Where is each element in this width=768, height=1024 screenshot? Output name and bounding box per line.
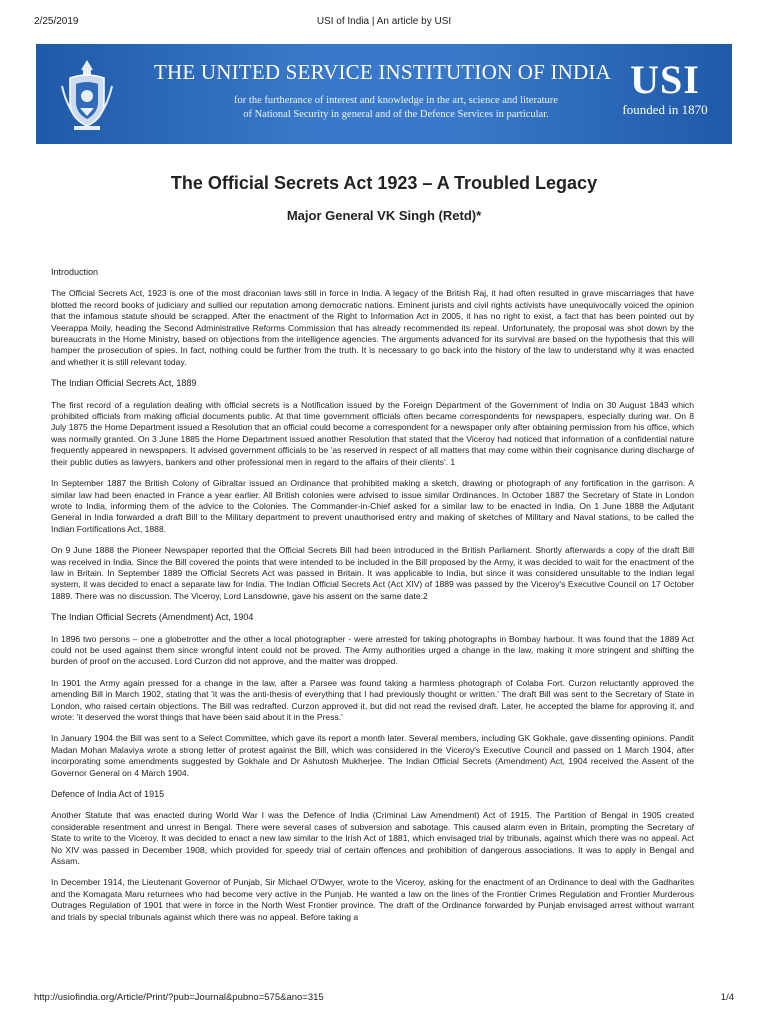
- paragraph: In January 1904 the Bill was sent to a Select Committee, which gave its report a month later. Several members, including GK Gokhale, gave dissenting opinions. Pandit Madan Mohan Malaviya wrote a strong letter of protest against the Bill, which was considered in the Viceroy's Executive Council and passed on 1 March 1904, after incorporating some amendments suggested by Gokhale and Dr Ashutosh Mukherjee. The Indian Official Secrets (Amendment) Act, 1904 received the Assent of the Governor General on 4 March 1904.: [51, 733, 694, 778]
- print-date: 2/25/2019: [34, 16, 79, 27]
- section-heading-1904: The Indian Official Secrets (Amendment) Act, 1904: [51, 612, 254, 623]
- founded-text: founded in 1870: [622, 102, 708, 117]
- tagline-line-2: of National Security in general and of the Defence Services in particular.: [243, 109, 549, 120]
- paragraph: In 1896 two persons – one a globetrotter and the other a local photographer - were arrested for taking photographs in Bombay harbour. It was found that the 1889 Act could not be used against them since wrongful intent could not be proved. The Army authorities urged a change in the law, making it more stringent and shifting the burden of proof on the accused. Lord Curzon did not approve, and the matter was dropped.: [51, 633, 694, 667]
- paragraph: Another Statute that was enacted during World War I was the Defence of India (Criminal Law Amendment) Act of 1915. The Partition of Bengal in 1905 created considerable resentment and unrest in Bengal. There were several cases of subversion and sabotage. This caused alarm even in Britain, prompting the Secretary of State to write to the Viceroy. It was decided to enact a new law similar to the Irish Act of 1881, which envisaged trial by tribunals, against which there was no appeal. Act No XIV was passed in December 1908, which provided for speedy trial of certain offences and prohibition of dangerous associations. It was to apply in Bengal and Assam.: [51, 810, 694, 867]
- tagline-line-1: for the furtherance of interest and knowledge in the art, science and literature: [234, 95, 558, 106]
- page-number: 1/4: [720, 992, 734, 1003]
- usi-banner: [36, 44, 732, 144]
- institution-name: THE UNITED SERVICE INSTITUTION OF INDIA: [154, 60, 611, 84]
- section-heading-introduction: Introduction: [51, 267, 99, 277]
- print-header: [34, 16, 734, 30]
- article-body: [51, 267, 694, 933]
- usi-crest-icon: [58, 56, 116, 132]
- institution-tagline: [186, 94, 606, 122]
- section-heading-1889: The Indian Official Secrets Act, 1889: [51, 378, 197, 389]
- paragraph: In December 1914, the Lieutenant Governor of Punjab, Sir Michael O'Dwyer, wrote to the Viceroy, asking for the enactment of an Ordinance to deal with the Gadharites and the Komagata Maru returnees who had become very active in the Punjab. He wanted a law on the lines of the Frontier Crimes Regulation and Frontier Murderous Outrages Regulation of 1901 that were in force in the North West Frontier province. The draft of the Ordinance forwarded by Punjab envisaged arrest without warrant and trials by special tribunals against which there was no appeal. Before taking a: [51, 877, 694, 922]
- print-footer: [34, 992, 734, 1006]
- paragraph: On 9 June 1888 the Pioneer Newspaper reported that the Official Secrets Bill had been introduced in the British Parliament. Shortly afterwards a copy of the draft Bill was received in India. Since the Bill covered the points that were intended to be included in the Bill proposed by the Army, it was decided to wait for the enactment of the law in Britain. In September 1889 the Official Secrets Act was passed in Britain. It was applicable to India, but since it was considered unsuitable to the Indian legal system, it was decided to enact a separate law for India. The Indian Official Secrets Act (Act XIV) of 1889 was passed by the Viceroy's Executive Council on 17 October 1889. There was no discussion. The Viceroy, Lord Lansdowne, gave his assent on the same date.2: [51, 545, 694, 601]
- article-author: Major General VK Singh (Retd)*: [286, 208, 482, 223]
- section-heading-1915: Defence of India Act of 1915: [51, 789, 165, 800]
- paragraph: In September 1887 the British Colony of Gibraltar issued an Ordinance that prohibited making a sketch, drawing or photograph of any fortification in the garrison. A similar law had been enacted in France a year earlier. All British colonies were advised to issue similar Ordinances. In October 1887 the Secretary of State in London wrote to India, informing them of the advice to the Colonies. The Commander-in-Chief asked for a similar law to be enacted in India. On 1 June 1888 the Adjutant General in India forwarded a draft Bill to the Military department to prevent unauthorised entry and making of sketches of Military and Naval stations, to be called the Indian Fortifications Act, 1888.: [51, 478, 694, 534]
- print-url[interactable]: http://usiofindia.org/Article/Print/?pub=Journal&pubno=575&ano=315: [34, 992, 324, 1003]
- usi-logo: [620, 57, 710, 118]
- usi-logo-text: USI: [630, 57, 700, 102]
- paragraph: The Official Secrets Act, 1923 is one of the most draconian laws still in force in India. A legacy of the British Raj, it had often resulted in grave miscarriages that have blotted the record books of judiciary and sullied our reputation among democratic nations. Eminent jurists and civil rights activists have unequivocally voiced the opinion that the infamous statute should be scrapped. After the enactment of the Right to Information Act in 2005, it has no right to exist, a fact that has been pointed out by Veerappa Moily, heading the Second Administrative Reforms Commission that has already recommended its repeal. Unfortunately, the proposal was shot down by the bureaucrats in the Home Ministry, based on objections from the intelligence agencies. The arguments advanced for its survival are based on the hypothesis that this will hamper the prosecution of spies. In fact, nothing could be further from the truth. It is necessary to go back into the history of the law to understand why it was enacted and whether it is still relevant today.: [51, 288, 694, 367]
- print-page-title: USI of India | An article by USI: [316, 16, 452, 27]
- paragraph: The first record of a regulation dealing with official secrets is a Notification issued by the Foreign Department of the Government of India on 30 August 1843 which prohibited officials from making official documents public. At that time government officials often became correspondents for newspapers, especially during war. On 8 July 1875 the Home Department issued a Resolution that an official could become a correspondent for a newspaper only after obtaining permission from his office, which was normally granted. On 3 June 1885 the Home Department issued another Resolution that stated that the Viceroy had noticed that information of a confidential nature frequently appeared in newspapers. It advised government officials to be 'as reserved in respect of all matters that may come within their cognisance during discharge of their public duties as lawyers, bankers and other professional men in regard to the affairs of their clients'. 1: [51, 399, 694, 467]
- article-title: The Official Secrets Act 1923 – A Troubled Legacy: [170, 173, 598, 193]
- paragraph: In 1901 the Army again pressed for a change in the law, after a Parsee was found taking a harmless photograph of Colaba Fort. Curzon reluctantly approved the amending Bill in March 1902, stating that 'it was the anti-thesis of everything that I had previously thought or written.' The draft Bill was sent to the Secretary of State in London, who raised certain objections. The Bill was redrafted. Curzon approved it, but did not read the revised draft. Later, he accepted the blame for approving it, and wrote: 'it deserved the worst things that have been said about it in the Press.': [51, 677, 694, 722]
